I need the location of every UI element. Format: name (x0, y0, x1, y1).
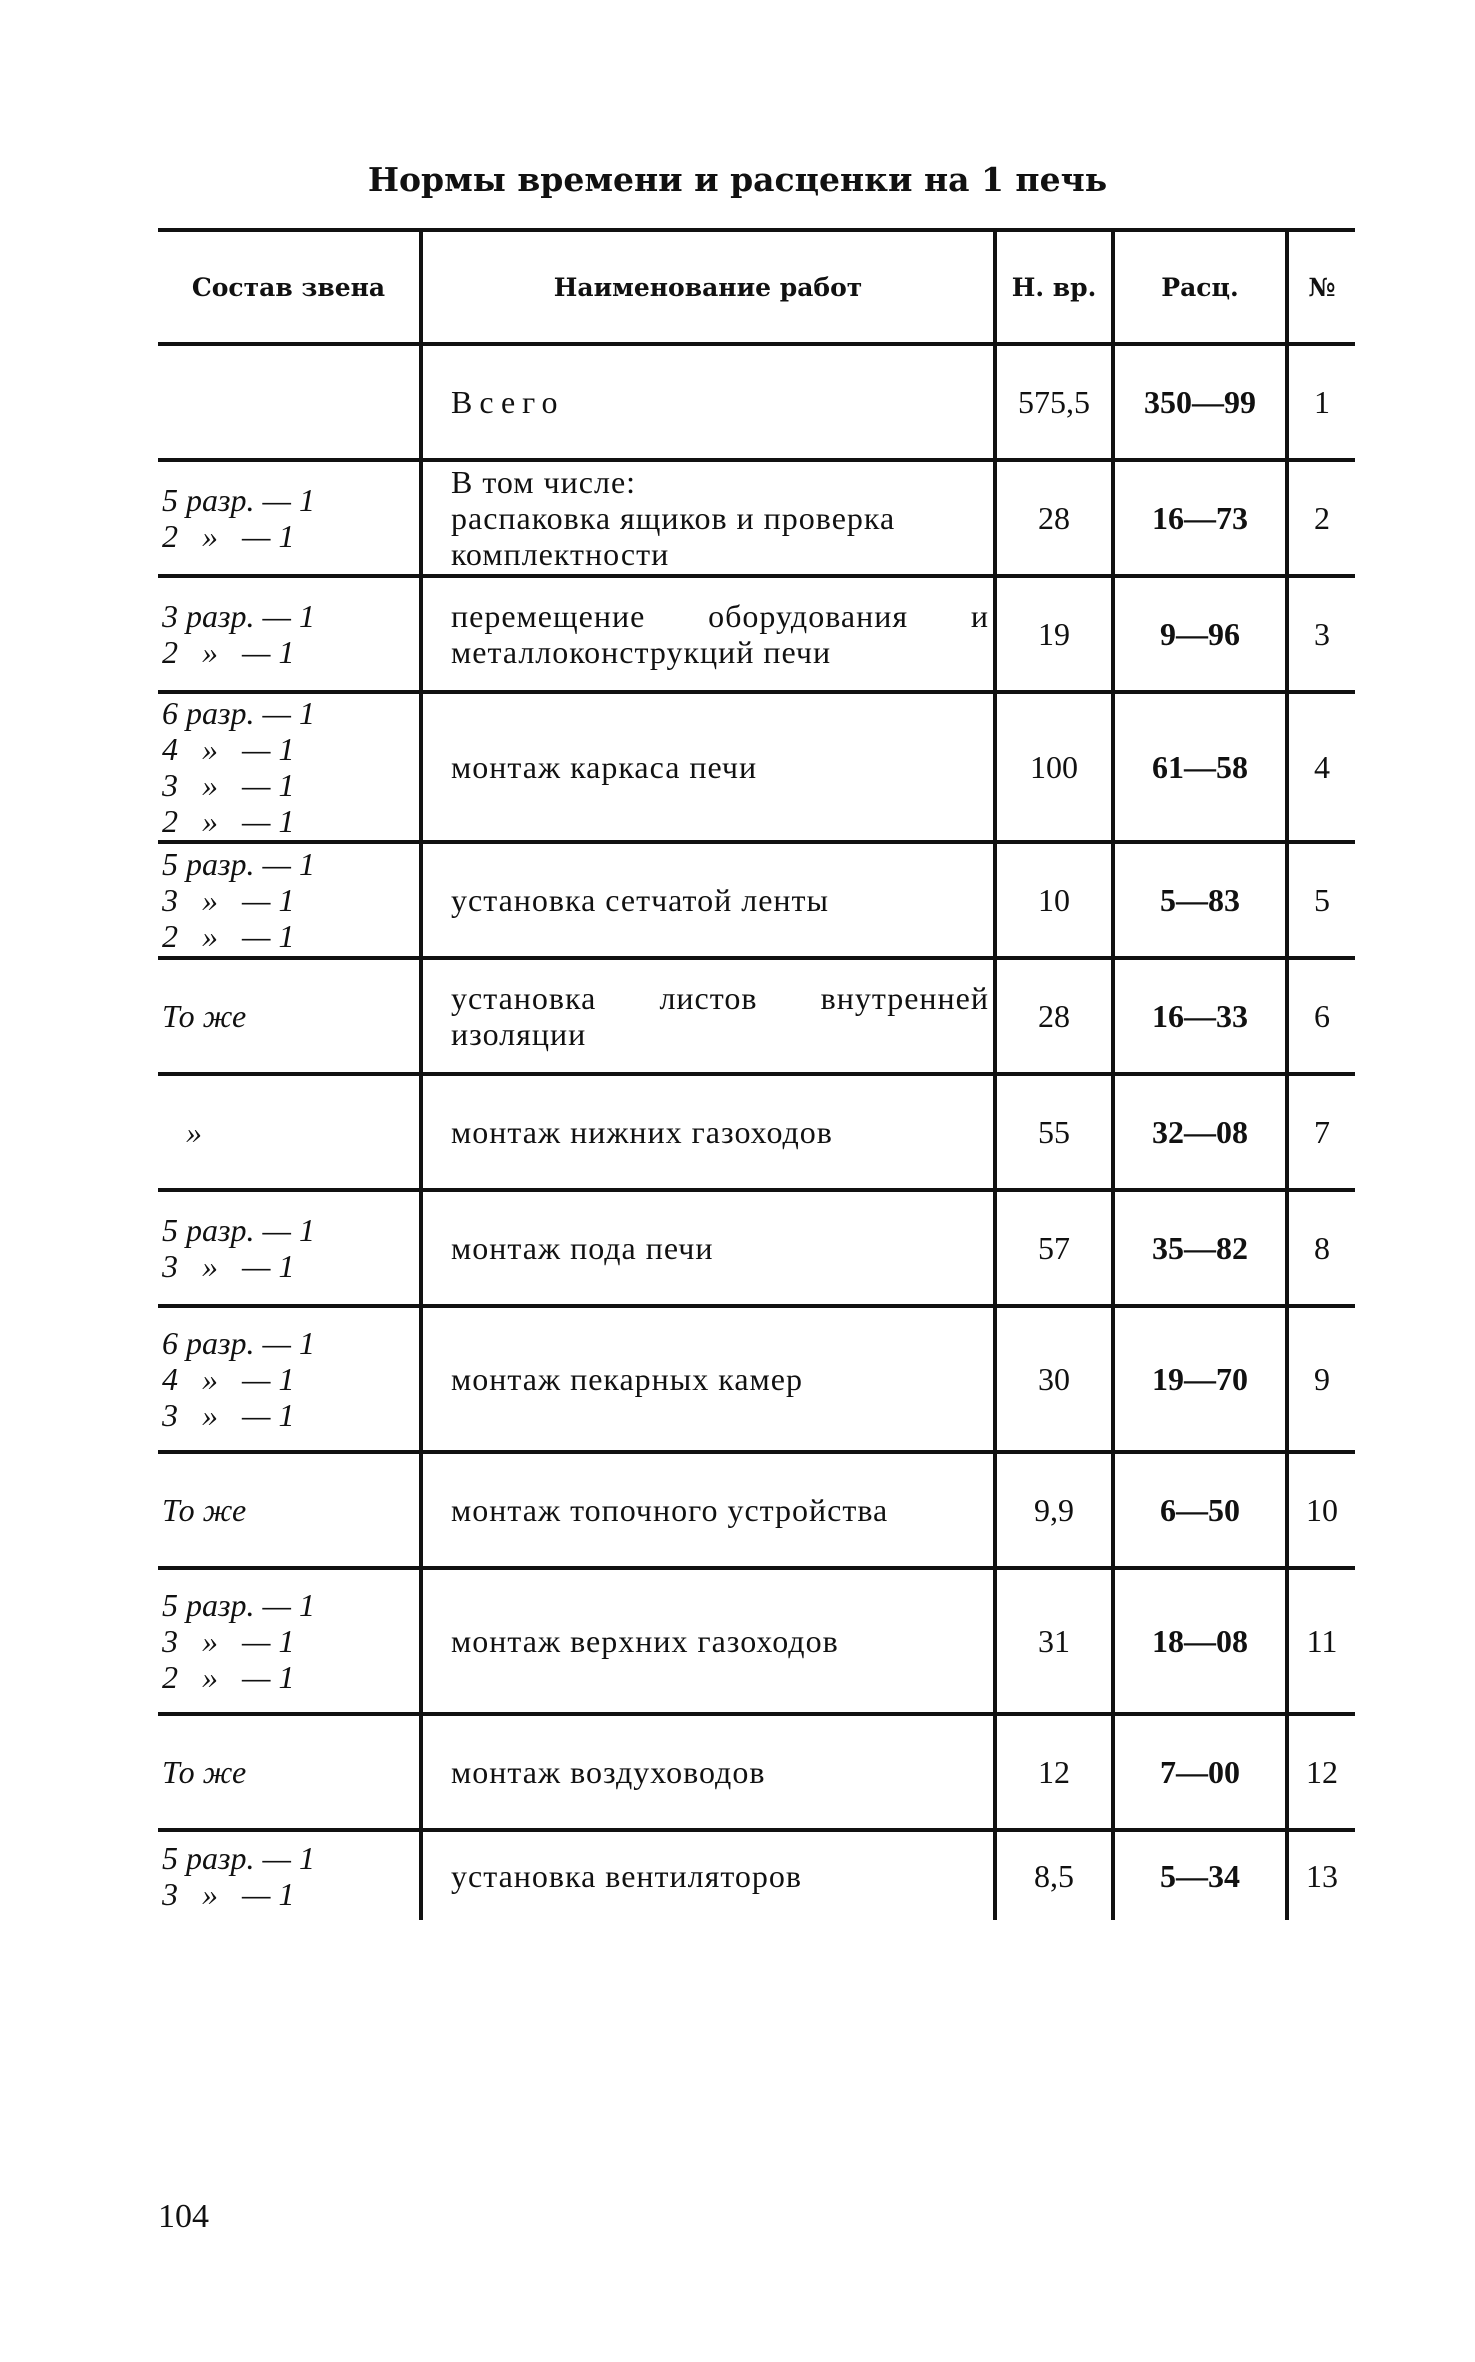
table-row (158, 1830, 1355, 1920)
work-cell (421, 576, 995, 692)
table-row (158, 1190, 1355, 1306)
work-line: установка вентиляторов (451, 1858, 802, 1894)
work-line: В том числе: (451, 464, 637, 500)
price-cell: 7—00 (1113, 1714, 1287, 1830)
crew-line: 2 » — 1 (162, 918, 295, 954)
page-title: Нормы времени и расценки на 1 печь (367, 160, 1108, 199)
crew-cell (158, 1074, 421, 1190)
work-cell (421, 1714, 995, 1830)
work-cell (421, 1190, 995, 1306)
norm-cell: 28 (995, 958, 1113, 1074)
crew-line: 2 » — 1 (162, 634, 295, 670)
norm-cell: 12 (995, 1714, 1113, 1830)
crew-cell (158, 842, 421, 958)
work-cell (421, 1830, 995, 1920)
crew-cell (158, 1714, 421, 1830)
work-cell (421, 842, 995, 958)
price-cell: 18—08 (1113, 1568, 1287, 1714)
price-cell: 9—96 (1113, 576, 1287, 692)
norm-cell: 55 (995, 1074, 1113, 1190)
crew-line: То же (162, 998, 247, 1034)
work-line: монтаж каркаса печи (451, 749, 758, 785)
price-cell: 35—82 (1113, 1190, 1287, 1306)
crew-line: 4 » — 1 (162, 731, 295, 767)
norm-cell: 19 (995, 576, 1113, 692)
table-row (158, 1306, 1355, 1452)
work-line: комплектности (451, 536, 670, 572)
crew-line: 6 разр. — 1 (162, 695, 315, 731)
work-cell (421, 460, 995, 576)
price-cell: 32—08 (1113, 1074, 1287, 1190)
crew-line: 5 разр. — 1 (162, 1212, 315, 1248)
crew-line: То же (162, 1754, 247, 1790)
norm-cell: 57 (995, 1190, 1113, 1306)
norm-cell: 9,9 (995, 1452, 1113, 1568)
norm-cell: 31 (995, 1568, 1113, 1714)
work-cell (421, 1306, 995, 1452)
work-line: монтаж пекарных камер (451, 1361, 803, 1397)
price-cell: 5—34 (1113, 1830, 1287, 1920)
norm-cell: 575,5 (995, 344, 1113, 460)
crew-line: То же (162, 1492, 247, 1528)
number-cell: 4 (1287, 692, 1355, 842)
crew-line: » (162, 1114, 202, 1150)
page-number: 104 (158, 2198, 209, 2235)
price-cell: 61—58 (1113, 692, 1287, 842)
work-line: установка сетчатой ленты (451, 882, 829, 918)
crew-line: 5 разр. — 1 (162, 482, 315, 518)
table-row (158, 842, 1355, 958)
table-row (158, 460, 1355, 576)
number-cell: 7 (1287, 1074, 1355, 1190)
crew-cell (158, 958, 421, 1074)
header-price: Расц. (1113, 230, 1287, 344)
norm-cell: 30 (995, 1306, 1113, 1452)
crew-line: 3 » — 1 (162, 882, 295, 918)
crew-line: 3 разр. — 1 (162, 598, 315, 634)
norms-table (158, 228, 1355, 1920)
crew-cell (158, 344, 421, 460)
crew-line: 4 » — 1 (162, 1361, 295, 1397)
work-cell (421, 344, 995, 460)
table-row (158, 576, 1355, 692)
table-row (158, 1568, 1355, 1714)
crew-line: 2 » — 1 (162, 1659, 295, 1695)
work-line: распаковка ящиков и проверка (451, 500, 896, 536)
norm-cell: 8,5 (995, 1830, 1113, 1920)
work-line: монтаж нижних газоходов (451, 1114, 833, 1150)
table-row (158, 1452, 1355, 1568)
price-cell: 350—99 (1113, 344, 1287, 460)
number-cell: 8 (1287, 1190, 1355, 1306)
work-line: Всего (451, 384, 565, 420)
table-row (158, 1714, 1355, 1830)
crew-cell (158, 576, 421, 692)
header-number: № (1287, 230, 1355, 344)
crew-line: 5 разр. — 1 (162, 1587, 315, 1623)
crew-cell (158, 1452, 421, 1568)
price-cell: 6—50 (1113, 1452, 1287, 1568)
table-body (158, 344, 1355, 1920)
price-cell: 16—73 (1113, 460, 1287, 576)
work-cell (421, 692, 995, 842)
norm-cell: 28 (995, 460, 1113, 576)
number-cell: 6 (1287, 958, 1355, 1074)
crew-cell (158, 1190, 421, 1306)
work-line: монтаж топочного устройства (451, 1492, 889, 1528)
price-cell: 5—83 (1113, 842, 1287, 958)
header-crew: Состав звена (158, 230, 421, 344)
number-cell: 3 (1287, 576, 1355, 692)
table-row (158, 958, 1355, 1074)
work-cell (421, 1568, 995, 1714)
number-cell: 13 (1287, 1830, 1355, 1920)
work-cell (421, 1452, 995, 1568)
table-row (158, 344, 1355, 460)
crew-cell (158, 1306, 421, 1452)
crew-cell (158, 460, 421, 576)
number-cell: 12 (1287, 1714, 1355, 1830)
number-cell: 1 (1287, 344, 1355, 460)
work-line: перемещение оборудования и металлоконструкций печи (451, 598, 989, 670)
crew-cell (158, 1568, 421, 1714)
number-cell: 9 (1287, 1306, 1355, 1452)
crew-line: 3 » — 1 (162, 1248, 295, 1284)
crew-line: 3 » — 1 (162, 767, 295, 803)
work-line: монтаж верхних газоходов (451, 1623, 839, 1659)
header-work: Наименование работ (421, 230, 995, 344)
crew-line: 2 » — 1 (162, 803, 295, 839)
crew-line: 3 » — 1 (162, 1876, 295, 1912)
work-cell (421, 1074, 995, 1190)
crew-line: 3 » — 1 (162, 1623, 295, 1659)
number-cell: 10 (1287, 1452, 1355, 1568)
price-cell: 19—70 (1113, 1306, 1287, 1452)
crew-cell (158, 1830, 421, 1920)
crew-line: 6 разр. — 1 (162, 1325, 315, 1361)
number-cell: 2 (1287, 460, 1355, 576)
crew-line: 3 » — 1 (162, 1397, 295, 1433)
crew-line: 5 разр. — 1 (162, 846, 315, 882)
norm-cell: 100 (995, 692, 1113, 842)
table-row (158, 692, 1355, 842)
norm-cell: 10 (995, 842, 1113, 958)
crew-line: 2 » — 1 (162, 518, 295, 554)
work-line: монтаж пода печи (451, 1230, 714, 1266)
crew-cell (158, 692, 421, 842)
crew-line: 5 разр. — 1 (162, 1840, 315, 1876)
price-cell: 16—33 (1113, 958, 1287, 1074)
work-line: установка листов внутренней изоляции (451, 980, 989, 1052)
header-norm: Н. вр. (995, 230, 1113, 344)
number-cell: 5 (1287, 842, 1355, 958)
table-header-row (158, 230, 1355, 344)
work-cell (421, 958, 995, 1074)
work-line: монтаж воздуховодов (451, 1754, 766, 1790)
table-row (158, 1074, 1355, 1190)
number-cell: 11 (1287, 1568, 1355, 1714)
